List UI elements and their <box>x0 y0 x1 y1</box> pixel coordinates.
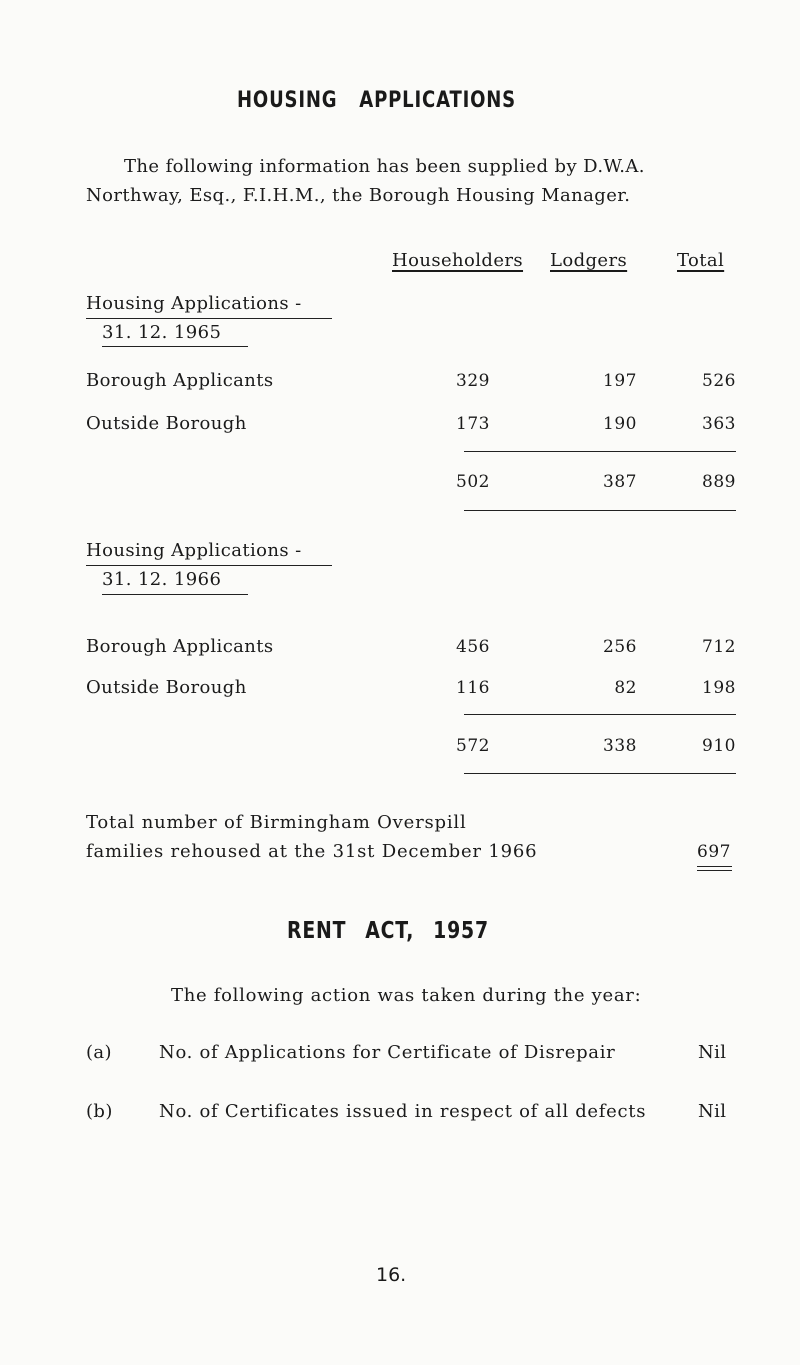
section-heading-underline <box>86 565 332 566</box>
column-header-householders: Householders <box>392 250 524 271</box>
total-rule <box>464 773 736 774</box>
total-value: 338 <box>603 736 637 756</box>
item-value-a: Nil <box>698 1042 727 1063</box>
subtotal-rule <box>464 714 736 715</box>
section-heading-1965: Housing Applications - <box>86 293 302 314</box>
cell-value: 173 <box>456 414 490 434</box>
column-header-total: Total <box>677 250 725 271</box>
cell-value: 456 <box>456 637 490 657</box>
cell-value: 116 <box>456 678 490 698</box>
cell-value: 329 <box>456 371 490 391</box>
overspill-line-2: families rehoused at the 31st December 1966 <box>86 841 538 862</box>
row-label-borough-applicants: Borough Applicants <box>86 370 274 391</box>
cell-value: 526 <box>702 371 736 391</box>
section-heading-1966: Housing Applications - <box>86 540 302 561</box>
cell-value: 82 <box>614 678 637 698</box>
total-value: 910 <box>702 736 736 756</box>
cell-value: 190 <box>603 414 637 434</box>
item-marker-a: (a) <box>86 1042 112 1063</box>
item-marker-b: (b) <box>86 1101 113 1122</box>
rent-act-intro: The following action was taken during the year: <box>171 985 642 1006</box>
total-value: 387 <box>603 472 637 492</box>
cell-value: 712 <box>702 637 736 657</box>
overspill-value: 697 <box>697 842 731 862</box>
section-heading-underline <box>86 318 332 319</box>
rent-act-title: RENT ACT, 1957 <box>287 918 489 944</box>
row-label-borough-applicants: Borough Applicants <box>86 636 274 657</box>
intro-line-1: The following information has been supplied by D.W.A. <box>124 156 645 177</box>
item-value-b: Nil <box>698 1101 727 1122</box>
page-number: 16. <box>376 1264 407 1286</box>
cell-value: 363 <box>702 414 736 434</box>
cell-value: 197 <box>603 371 637 391</box>
section-date-underline <box>102 594 248 595</box>
item-text-a: No. of Applications for Certificate of Disrepair <box>159 1042 616 1063</box>
cell-value: 256 <box>603 637 637 657</box>
total-rule <box>464 510 736 511</box>
total-value: 572 <box>456 736 490 756</box>
overspill-double-rule <box>697 866 732 871</box>
column-header-lodgers: Lodgers <box>550 250 628 271</box>
subtotal-rule <box>464 451 736 452</box>
row-label-outside-borough: Outside Borough <box>86 413 247 434</box>
total-value: 889 <box>702 472 736 492</box>
section-date-underline <box>102 346 248 347</box>
page-title: HOUSING APPLICATIONS <box>237 88 516 113</box>
item-text-b: No. of Certificates issued in respect of all defects <box>159 1101 647 1122</box>
intro-line-2: Northway, Esq., F.I.H.M., the Borough Housing Manager. <box>86 185 631 206</box>
row-label-outside-borough: Outside Borough <box>86 677 247 698</box>
total-value: 502 <box>456 472 490 492</box>
section-date-1966: 31. 12. 1966 <box>102 569 222 590</box>
overspill-line-1: Total number of Birmingham Overspill <box>86 812 467 833</box>
section-date-1965: 31. 12. 1965 <box>102 322 222 343</box>
cell-value: 198 <box>702 678 736 698</box>
